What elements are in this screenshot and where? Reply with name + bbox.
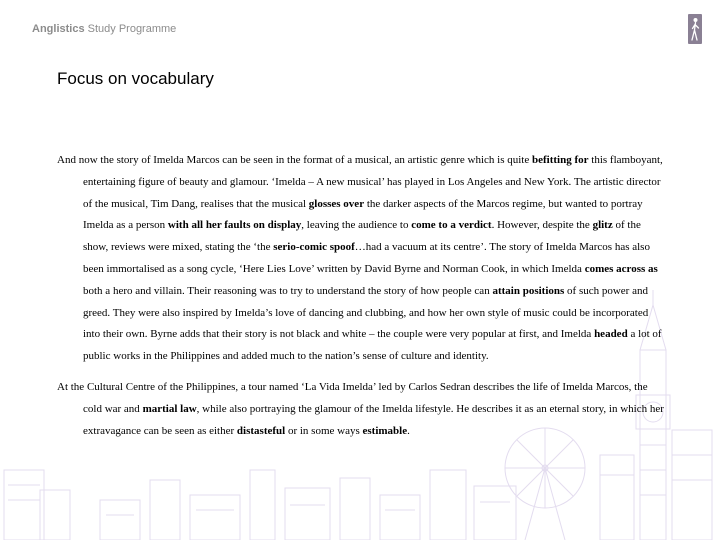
vocabulary-term: with all her faults on display [167,219,302,232]
programme-header [32,23,176,35]
body-text [57,150,665,442]
vocabulary-term: come to a verdict [411,219,492,232]
text-segment: , leaving the audience to [301,219,412,232]
text-segment: this flamboyant, entertaining figure of beauty and glamour. ‘Imelda – A new musical’ has played in Los Angeles and New York. The artistic director of the musical, Tim Dang, realises that the musical [83,154,663,210]
vocabulary-term: glosses over [308,197,365,210]
text-segment: the darker aspects of the Marcos regime, but wanted to portray Imelda as a person [83,197,643,232]
vocabulary-term: distasteful [236,424,286,437]
vocabulary-term: headed [594,328,628,341]
text-segment: , while also portraying the glamour of the Imelda lifestyle. He describes it as an eternal story, in which her extravagance can be seen as either [83,402,664,437]
text-segment: of the show, reviews were mixed, stating the ‘the [83,219,641,254]
programme-name: Study Programme [87,23,177,35]
text-segment: At the Cultural Centre of the Philippines, a tour named ‘La Vida Imelda’ led by Carlos Sedran describes the life of Imelda Marcos, the cold war and [57,380,648,415]
walking-figure-logo-icon [688,14,702,44]
text-segment: And now the story of Imelda Marcos can be seen in the format of a musical, an artistic genre which is quite [57,154,532,166]
slide-title: Focus on vocabulary [57,69,214,88]
text-segment: . [407,424,410,437]
text-segment: a lot of public works in the Philippines and added much to the nation’s sense of culture and identity. [83,328,662,363]
paragraph-1 [57,150,665,368]
text-segment: of such power and greed. They were also inspired by Imelda’s love of dancing and clubbing, and how her own style of music could be incorporated into their own. Byrne adds that their story is not black and white – the couple were very popular at first, and Imelda [83,284,649,341]
paragraph-2 [57,377,665,442]
vocabulary-term: comes across as [584,262,658,275]
vocabulary-term: glitz [592,219,613,232]
vocabulary-term: martial law [142,402,197,415]
vocabulary-term: estimable [362,424,408,437]
text-segment: both a hero and villain. Their reasoning was to try to understand the story of how people can [83,284,493,297]
vocabulary-term: serio-comic spoof [273,241,355,254]
brand-name: Anglistics [32,23,85,35]
vocabulary-term: attain positions [492,284,565,297]
text-segment: . However, despite the [491,219,593,232]
text-segment: …had a vacuum at its centre’. The story of Imelda Marcos has also been immortalised as a song cycle, ‘Here Lies Love’ written by David Byrne and Norman Cook, in which Imelda [83,241,650,275]
vocabulary-term: befitting for [532,154,589,166]
text-segment: or in some ways [285,424,363,437]
